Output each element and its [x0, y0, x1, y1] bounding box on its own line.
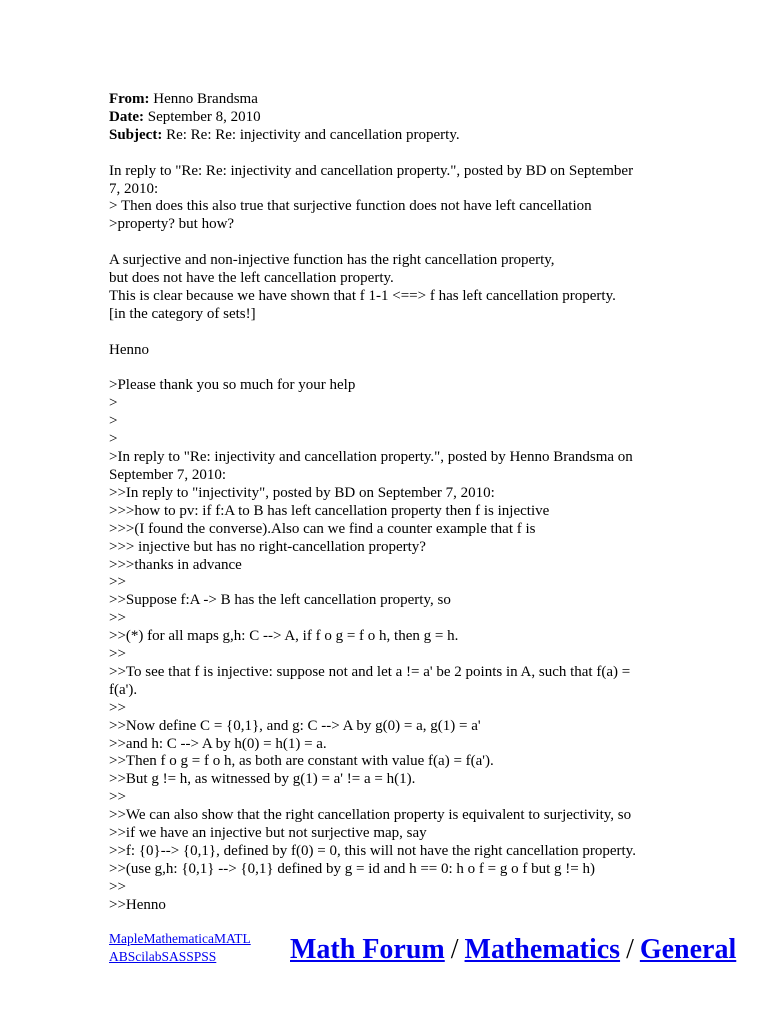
quoted-line: >In reply to "Re: injectivity and cancellation property.", posted by Henno Brandsma on [109, 449, 633, 466]
spacer [109, 324, 759, 342]
quoted-line: >>>(I found the converse).Also can we find a counter example that f is [109, 520, 536, 537]
quoted-line: >>f: {0}--> {0,1}, defined by f(0) = 0, this will not have the right cancellation property. [109, 843, 636, 859]
spacer [109, 145, 759, 163]
subject-value: Re: Re: Re: injectivity and cancellation property. [166, 126, 460, 143]
body-line: > Then does this also true that surjective function does not have left cancellation [109, 198, 592, 215]
footer [109, 926, 768, 986]
spacer [109, 234, 759, 252]
quoted-line: >> [109, 646, 126, 663]
breadcrumb-separator: / [626, 934, 634, 965]
quoted-line: >>In reply to "injectivity", posted by BD on September 7, 2010: [109, 484, 495, 501]
quoted-line: >>> injective but has no right-cancellation property? [109, 538, 426, 555]
software-link-line2[interactable]: ABScilabSASSPSS [109, 948, 217, 964]
from-label: From: [109, 91, 150, 107]
quoted-line: >>Henno [109, 896, 166, 913]
software-link-line1[interactable]: MapleMathematicaMATL [109, 931, 251, 946]
quoted-line: >>(*) for all maps g,h: C --> A, if f o g = f o h, then g = h. [109, 628, 459, 645]
quoted-line: >Please thank you so much for your help [109, 377, 356, 394]
breadcrumb-math-forum[interactable]: Math Forum [290, 934, 445, 965]
quoted-line: >> [109, 789, 126, 806]
spacer [109, 360, 759, 378]
quoted-line: >>But g != h, as witnessed by g(1) = a' != a = h(1). [109, 771, 416, 788]
from-value: Henno Brandsma [153, 91, 258, 107]
date-line [109, 109, 759, 127]
quoted-line: >> [109, 878, 126, 895]
quoted-text [109, 377, 759, 914]
date-value: September 8, 2010 [147, 108, 261, 125]
reply-answer [109, 252, 759, 324]
quoted-line: >>and h: C --> A by h(0) = h(1) = a. [109, 735, 327, 752]
quoted-line: >>Suppose f:A -> B has the left cancellation property, so [109, 592, 451, 609]
body-line: This is clear because we have shown that f 1-1 <==> f has left cancellation property. [109, 287, 616, 304]
breadcrumb [290, 934, 736, 966]
quoted-line: >>Now define C = {0,1}, and g: C --> A by g(0) = a, g(1) = a' [109, 717, 481, 734]
quoted-line: >>We can also show that the right cancellation property is equivalent to surjectivity, so [109, 807, 632, 824]
quoted-line: >>Then f o g = f o h, as both are constant with value f(a) = f(a'). [109, 753, 494, 770]
quoted-line: >> [109, 699, 126, 716]
quoted-line: >>if we have an injective but not surjective map, say [109, 825, 427, 842]
body-line: >property? but how? [109, 216, 235, 233]
quoted-line: >>To see that f is injective: suppose not and let a != a' be 2 points in A, such that f(a) = [109, 663, 631, 680]
quoted-line: >>(use g,h: {0,1} --> {0,1} defined by g = id and h == 0: h o f = g o f but g != h) [109, 860, 595, 877]
subject-line [109, 127, 759, 145]
quoted-line: September 7, 2010: [109, 466, 227, 483]
subject-label: Subject: [109, 126, 163, 143]
body-line: [in the category of sets!] [109, 305, 256, 322]
quoted-line: > [109, 395, 118, 412]
software-links [109, 930, 251, 965]
quoted-line: > [109, 431, 118, 448]
quoted-line: >>>thanks in advance [109, 556, 242, 573]
breadcrumb-separator: / [450, 934, 459, 965]
body-line: 7, 2010: [109, 180, 159, 197]
quoted-line: >>>how to pv: if f:A to B has left cancellation property then f is injective [109, 502, 550, 519]
body-line: but does not have the left cancellation property. [109, 270, 394, 287]
reply-intro [109, 163, 759, 235]
quoted-line: > [109, 413, 118, 430]
breadcrumb-general[interactable]: General [639, 934, 737, 965]
date-label: Date: [109, 108, 144, 125]
quoted-line: >> [109, 610, 126, 627]
breadcrumb-mathematics[interactable]: Mathematics [464, 934, 621, 965]
body-line: In reply to "Re: Re: injectivity and cancellation property.", posted by BD on September [109, 162, 634, 179]
quoted-line: f(a'). [109, 681, 138, 698]
signature: Henno [109, 341, 149, 358]
body-line: A surjective and non-injective function has the right cancellation property, [109, 252, 555, 269]
quoted-line: >> [109, 574, 126, 591]
from-line [109, 91, 759, 109]
message [109, 91, 759, 915]
